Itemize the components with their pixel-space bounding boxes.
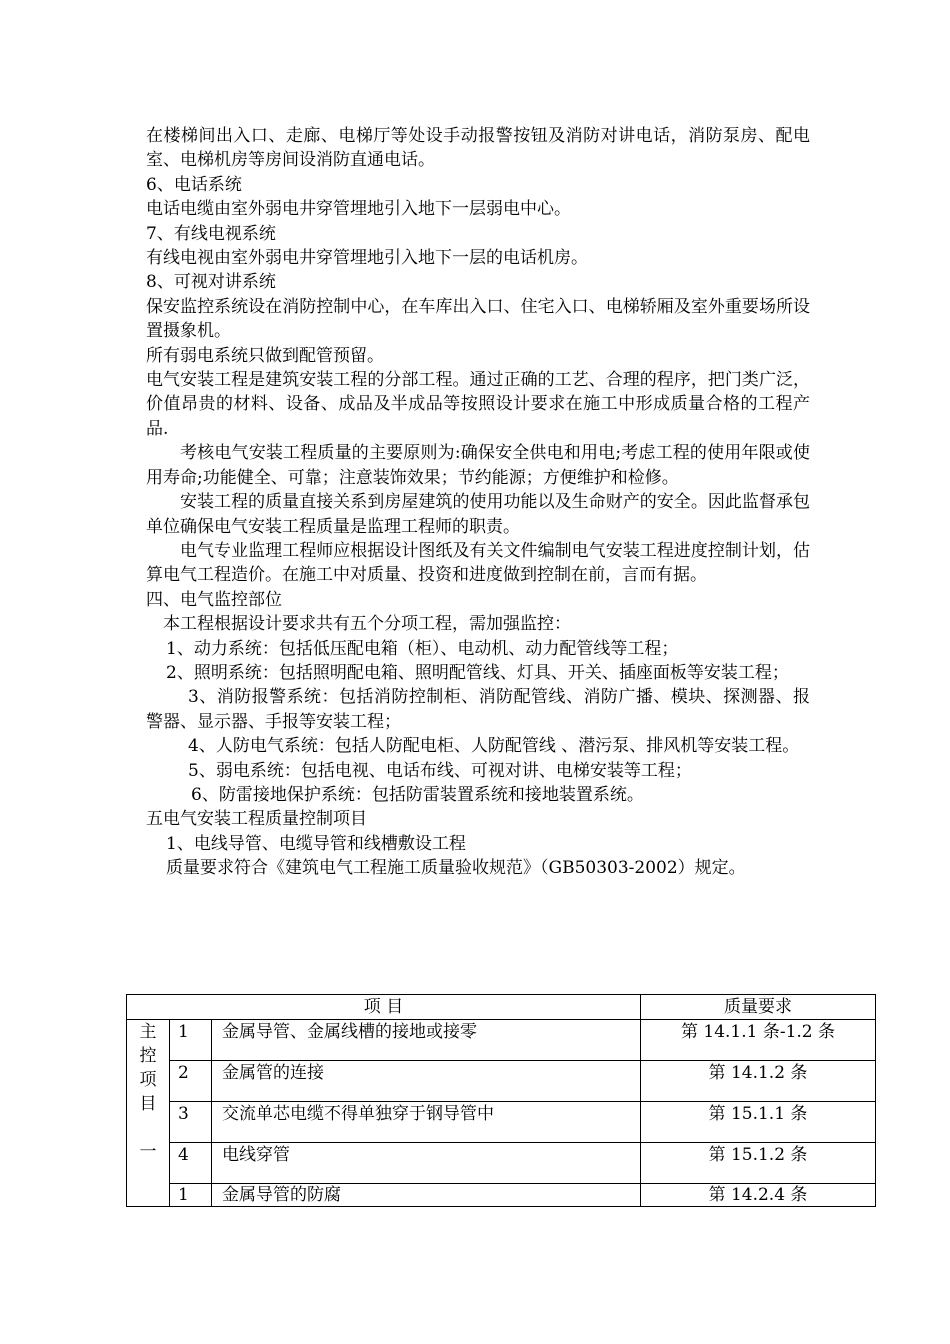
list-item: 2、照明系统：包括照明配电箱、照明配管线、灯具、开关、插座面板等安装工程； <box>166 662 789 683</box>
row-item: 电线穿管 <box>212 1143 641 1184</box>
table-row <box>127 1102 876 1143</box>
row-requirement: 第 15.1.1 条 <box>641 1102 876 1143</box>
row-number: 4 <box>170 1143 212 1184</box>
header-requirement: 质量要求 <box>641 995 876 1020</box>
row-number: 1 <box>170 1020 212 1061</box>
row-number: 1 <box>170 1184 212 1207</box>
table-row <box>127 1061 876 1102</box>
list-item: 4、人防电气系统：包括人防配电柜、人防配管线 、潜污泵、排风机等安装工程。 <box>188 736 800 757</box>
category-char: 一 <box>139 1142 157 1162</box>
quality-table <box>126 994 876 1207</box>
paragraph: 保安监控系统设在消防控制中心，在车库出入口、住宅入口、电梯轿厢及室外重要场所设置摄象机。 <box>146 296 810 342</box>
paragraph: 有线电视由室外弱电井穿管埋地引入地下一层的电话机房。 <box>146 248 588 269</box>
table-row <box>127 1020 876 1061</box>
table-header-row <box>127 995 876 1020</box>
row-number: 3 <box>170 1102 212 1143</box>
paragraph: 质量要求符合《建筑电气工程施工质量验收规范》（GB50303-2002）规定。 <box>166 858 746 879</box>
category-char: 控 <box>139 1046 157 1066</box>
paragraph: 本工程根据设计要求共有五个分项工程，需加强监控： <box>163 614 571 635</box>
row-requirement: 第 14.1.2 条 <box>641 1061 876 1102</box>
section-heading: 8、可视对讲系统 <box>146 272 276 293</box>
paragraph: 电气安装工程是建筑安装工程的分部工程。通过正确的工艺、合理的程序，把门类广泛，价值昂贵的材料、设备、成品及半成品等按照设计要求在施工中形成质量合格的工程产品. <box>146 370 810 439</box>
category-char: 主 <box>139 1022 157 1042</box>
row-item: 金属导管、金属线槽的接地或接零 <box>212 1020 641 1061</box>
subsection-heading: 1、电线导管、电缆导管和线槽敷设工程 <box>166 833 466 854</box>
document-body <box>146 124 810 881</box>
row-number: 2 <box>170 1061 212 1102</box>
section-heading: 五电气安装工程质量控制项目 <box>146 809 367 830</box>
paragraph: 电气专业监理工程师应根据设计图纸及有关文件编制电气安装工程进度控制计划，估算电气工程造价。在施工中对质量、投资和进度做到控制在前，言而有据。 <box>146 540 810 586</box>
paragraph: 电话电缆由室外弱电井穿管埋地引入地下一层弱电中心。 <box>146 199 571 220</box>
section-heading: 6、电话系统 <box>146 174 242 195</box>
header-item: 项 目 <box>127 995 641 1020</box>
paragraph: 安装工程的质量直接关系到房屋建筑的使用功能以及生命财产的安全。因此监督承包单位确保电气安装工程质量是监理工程师的职责。 <box>146 492 810 537</box>
row-requirement: 第 14.1.1 条-1.2 条 <box>641 1020 876 1061</box>
category-char: 目 <box>139 1094 157 1114</box>
category-char <box>127 1116 169 1140</box>
paragraph: 在楼梯间出入口、走廊、电梯厅等处设手动报警按钮及消防对讲电话，消防泵房、配电室、电梯机房等房间设消防直通电话。 <box>146 126 810 171</box>
list-item: 1、动力系统：包括低压配电箱（柜）、电动机、动力配管线等工程； <box>166 638 679 659</box>
row-item: 金属管的连接 <box>212 1061 641 1102</box>
row-requirement: 第 14.2.4 条 <box>641 1184 876 1207</box>
paragraph: 所有弱电系统只做到配管预留。 <box>146 345 384 366</box>
row-item: 金属导管的防腐 <box>212 1184 641 1207</box>
row-item: 交流单芯电缆不得单独穿于钢导管中 <box>212 1102 641 1143</box>
category-char: 项 <box>139 1070 157 1090</box>
row-requirement: 第 15.1.2 条 <box>641 1143 876 1184</box>
table-row <box>127 1143 876 1184</box>
list-item: 3、消防报警系统：包括消防控制柜、消防配管线、消防广播、模块、探测器、报警器、显示器、手报等安装工程； <box>146 687 810 732</box>
list-item: 6、防雷接地保护系统：包括防雷装置系统和接地装置系统。 <box>191 784 644 805</box>
section-heading: 四、电气监控部位 <box>146 589 282 610</box>
table-row <box>127 1184 876 1207</box>
list-item: 5、弱电系统：包括电视、电话布线、可视对讲、电梯安装等工程； <box>188 760 692 781</box>
category-label <box>127 1020 170 1207</box>
paragraph: 考核电气安装工程质量的主要原则为:确保安全供电和用电;考虑工程的使用年限或使用寿命;功能健全、可靠；注意装饰效果；节约能源；方便维护和检修。 <box>146 443 810 488</box>
section-heading: 7、有线电视系统 <box>146 223 276 244</box>
